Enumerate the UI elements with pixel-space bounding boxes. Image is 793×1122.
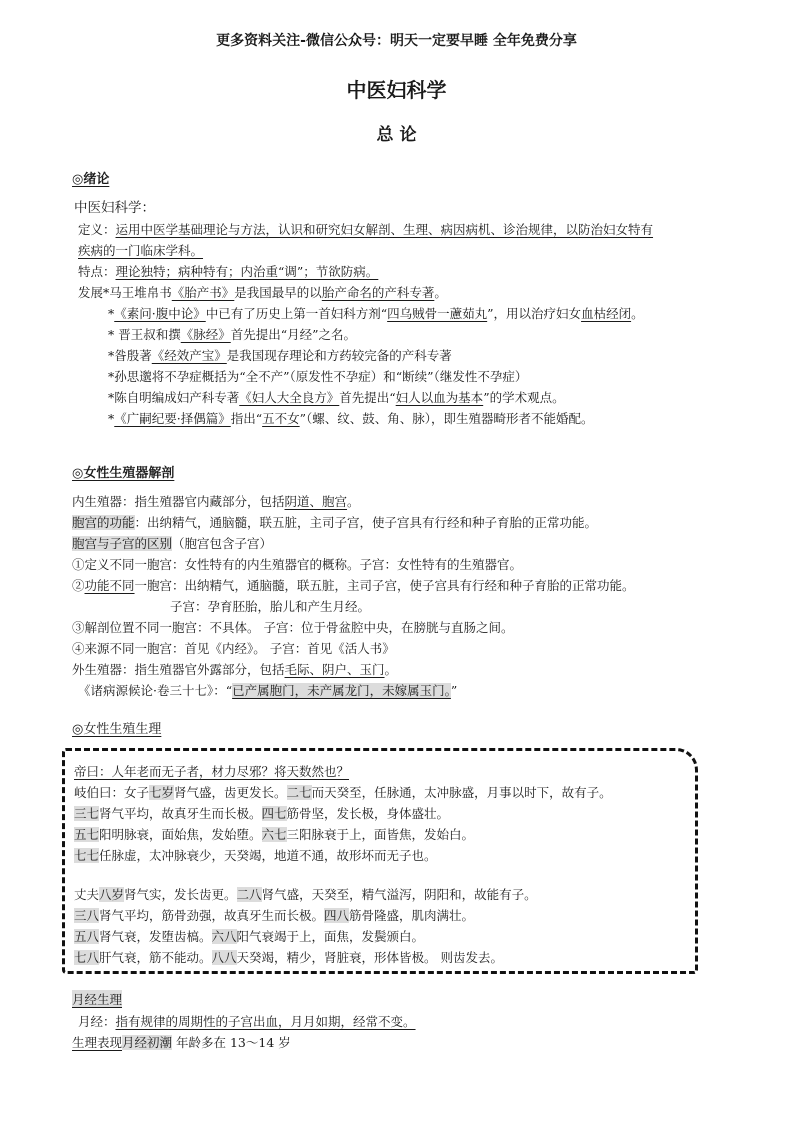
diff-num: ② bbox=[72, 578, 85, 593]
age-key: 二八 bbox=[236, 887, 262, 902]
female-line-4 bbox=[74, 846, 437, 864]
verse-text: 肾气平均，故真牙生而长极。 bbox=[99, 806, 262, 821]
dev-text: *马王堆帛书 bbox=[103, 285, 172, 300]
dev-text: 是我国现存理论和方药较完备的产科专著 bbox=[226, 348, 452, 363]
verse-text: 天癸竭，精少，肾脏衰，形体皆极。 则齿发去。 bbox=[236, 950, 504, 965]
verse-text: 肾气盛，天癸至，精气溢泻，阴阳和，故能有子。 bbox=[261, 887, 537, 902]
age-key: 六七 bbox=[261, 827, 287, 842]
section-heading-intro: ◎绪论 bbox=[72, 172, 110, 187]
page-header: 更多资料关注-微信公众号：明天一定要早睡 全年免费分享 bbox=[216, 33, 577, 49]
dev-text: 首先提出“月经”之名。 bbox=[230, 327, 357, 342]
menstruation-definition: 指有规律的周期性的子宫出血，月月如期，经常不变。 bbox=[115, 1014, 416, 1029]
features-line bbox=[78, 262, 378, 280]
dev-text: 。 bbox=[631, 306, 644, 321]
development-line-1 bbox=[78, 283, 447, 301]
age-key: 八岁 bbox=[99, 887, 125, 902]
female-line-2 bbox=[74, 804, 449, 822]
age-key: 五七 bbox=[74, 827, 100, 842]
verse-prefix: 岐伯曰：女子 bbox=[74, 785, 150, 800]
menarche-key: 月经初潮 bbox=[122, 1035, 173, 1050]
features-text: 理论独特；病种特有；内治重“调”；节欲防病。 bbox=[115, 264, 379, 279]
age-key: 七七 bbox=[74, 848, 100, 863]
age-key: 七八 bbox=[74, 950, 100, 965]
difference-item-2-cont: 子宫：孕育胚胎，胎儿和产生月经。 bbox=[170, 599, 371, 614]
dev-text: * bbox=[108, 411, 115, 426]
dev-text: *陈自明编成妇产科专著 bbox=[108, 390, 240, 405]
outer-organs-text: 外生殖器：指生殖器官外露部分，包括 bbox=[72, 662, 285, 677]
menstruation-definition-line bbox=[78, 1012, 416, 1030]
dev-text: 指出“ bbox=[230, 411, 263, 426]
menstruation-label: 月经： bbox=[78, 1014, 116, 1029]
dev-text: * bbox=[108, 306, 115, 321]
verse-text: 肾气实，发长齿更。 bbox=[124, 887, 237, 902]
section-heading-physiology: ◎女性生殖生理 bbox=[72, 722, 162, 737]
development-line-6 bbox=[108, 388, 565, 406]
development-line-3 bbox=[108, 325, 356, 343]
difference-item-3: ③解剖位置不同一胞宫：不具体。 子宫：位于骨盆腔中央，在膀胱与直肠之间。 bbox=[72, 620, 514, 635]
age-key: 三八 bbox=[74, 908, 100, 923]
dev-text: ”，用以治疗妇女 bbox=[487, 306, 582, 321]
difference-item-1: ①定义不同一胞宫：女性特有的内生殖器官的概称。子宫：女性特有的生殖器官。 bbox=[72, 557, 523, 572]
development-line-2 bbox=[108, 304, 644, 322]
dev-book: 《经效产宝》 bbox=[151, 348, 227, 363]
definition-text: 运用中医学基础理论与方法，认识和研究妇女解剖、生理、病因病机、诊治规律，以防治妇女特有 bbox=[115, 222, 654, 237]
age-key: 四七 bbox=[261, 806, 287, 821]
dev-text: ”（螺、纹、鼓、角、脉），即生殖器畸形者不能婚配。 bbox=[299, 411, 594, 426]
subject-name: 中医妇科学： bbox=[74, 200, 155, 216]
difference-item-2 bbox=[72, 576, 635, 594]
uterus-function-line bbox=[72, 513, 597, 531]
diff-text: 一胞宫：出纳精气，通脑髓，联五脏，主司子宫，使子宫具有行经和种子育胎的正常功能。 bbox=[134, 578, 635, 593]
male-line-4 bbox=[74, 948, 503, 966]
female-line-3 bbox=[74, 825, 474, 843]
verse-text: 阳气衰竭于上，面焦，发鬓颁白。 bbox=[236, 929, 425, 944]
page-subtitle: 总 论 bbox=[376, 125, 417, 145]
dev-text: 是我国最早的以 bbox=[234, 285, 322, 300]
page-title: 中医妇科学 bbox=[346, 78, 447, 102]
dev-book: 《素问·腹中论》 bbox=[114, 306, 206, 321]
inner-organs-line bbox=[72, 492, 360, 510]
quote-line bbox=[78, 681, 457, 699]
inner-organs-text: 。 bbox=[347, 494, 360, 509]
dev-book: 《胎产书》 bbox=[171, 285, 235, 300]
definition-text-cont: 疾病的一门临床学科。 bbox=[78, 243, 204, 258]
verse-text: 肝气衰，筋不能动。 bbox=[99, 950, 212, 965]
emperor-question-text: 帝曰：人年老而无子者，材力尽邪？将天数然也？ bbox=[74, 764, 350, 779]
diff-key: 功能不同 bbox=[84, 578, 135, 593]
verse-text: 筋骨隆盛，肌肉满壮。 bbox=[349, 908, 475, 923]
dev-key: 血枯经闭 bbox=[581, 306, 632, 321]
verse-text: 任脉虚，太冲脉衰少，天癸竭，地道不通，故形坏而无子也。 bbox=[99, 848, 437, 863]
uterus-function-text: ：出纳精气，通脑髓，联五脏，主司子宫，使子宫具有行经和种子育胎的正常功能。 bbox=[134, 515, 598, 530]
dev-book: 《妇人大全良方》 bbox=[239, 390, 340, 405]
verse-text: 肾气衰，发堕齿槁。 bbox=[99, 929, 212, 944]
verse-text: 筋骨坚，发长极，身体盛壮。 bbox=[286, 806, 450, 821]
inner-organs-text: 内生殖器：指生殖器官内藏部分，包括 bbox=[72, 494, 285, 509]
development-line-5 bbox=[108, 367, 527, 385]
development-line-7 bbox=[108, 409, 594, 427]
age-key: 六八 bbox=[211, 929, 237, 944]
inner-organs-key: 阴道、胞宫 bbox=[284, 494, 348, 509]
verse-text: 而天癸至，任脉通，太冲脉盛，月事以时下，故有子。 bbox=[311, 785, 612, 800]
verse-text: 阳明脉衰，面始焦，发始堕。 bbox=[99, 827, 262, 842]
quote-source: 《诸病源候论·卷三十七》：“ bbox=[78, 683, 233, 698]
section-heading-menstruation: 月经生理 bbox=[72, 992, 123, 1007]
verse-text: 肾气盛，齿更发长。 bbox=[174, 785, 287, 800]
menarche-age: 年龄多在 13～14 岁 bbox=[172, 1035, 291, 1050]
outer-organs-key: 毛际、阴户、玉门 bbox=[284, 662, 385, 677]
difference-label: 胞宫与子宫的区别 bbox=[72, 536, 173, 551]
dev-text: 首先提出“ bbox=[339, 390, 396, 405]
dev-key: 胎产命名的产科专著 bbox=[321, 285, 435, 300]
difference-text: （胞宫包含子宫） bbox=[172, 536, 273, 551]
definition-line-2 bbox=[78, 241, 203, 259]
female-line-1 bbox=[74, 783, 612, 801]
outer-organs-line bbox=[72, 660, 397, 678]
dev-key: 四乌贼骨一藘茹丸 bbox=[387, 306, 488, 321]
age-key: 四八 bbox=[324, 908, 350, 923]
verse-prefix: 丈夫 bbox=[74, 887, 100, 902]
male-line-2 bbox=[74, 906, 474, 924]
quote-end: ” bbox=[450, 683, 458, 698]
dev-book: 《广嗣纪要·择偶篇》 bbox=[114, 411, 231, 426]
dev-text: *昝殷著 bbox=[108, 348, 152, 363]
dev-text: *孙思邈将不孕症概括为“全不产”（原发性不孕症）和“断续”（继发性不孕症） bbox=[108, 369, 528, 384]
expression-label: 生理表现 bbox=[72, 1035, 123, 1050]
age-key: 二七 bbox=[286, 785, 312, 800]
dev-text: ”的学术观点。 bbox=[483, 390, 565, 405]
dev-text: 。 bbox=[434, 285, 447, 300]
verse-text: 肾气平均，筋骨劲强，故真牙生而长极。 bbox=[99, 908, 325, 923]
emperor-question bbox=[74, 762, 349, 780]
age-key: 五八 bbox=[74, 929, 100, 944]
section-heading-anatomy: ◎女性生殖器解剖 bbox=[72, 466, 175, 481]
difference-line bbox=[72, 534, 272, 552]
male-line-1 bbox=[74, 885, 537, 903]
dev-key: 五不女 bbox=[262, 411, 300, 426]
age-key: 三七 bbox=[74, 806, 100, 821]
dev-book: 《脉经》 bbox=[180, 327, 231, 342]
verse-text: 三阳脉衰于上，面皆焦，发始白。 bbox=[286, 827, 475, 842]
dev-key: 妇人以血为基本 bbox=[395, 390, 484, 405]
uterus-function-label: 胞宫的功能 bbox=[72, 515, 135, 530]
definition-line-1 bbox=[78, 220, 653, 238]
physiology-expression-line bbox=[72, 1033, 291, 1051]
features-label: 特点： bbox=[78, 264, 116, 279]
outer-organs-text: 。 bbox=[384, 662, 398, 677]
development-line-4 bbox=[108, 346, 452, 364]
dev-text: 中已有了历史上第一首妇科方剂“ bbox=[205, 306, 388, 321]
quote-text: 已产属胞门，未产属龙门，未嫁属玉门。 bbox=[232, 683, 451, 698]
age-key: 七岁 bbox=[149, 785, 175, 800]
age-key: 八八 bbox=[211, 950, 237, 965]
male-line-3 bbox=[74, 927, 424, 945]
dev-text: * 晋王叔和撰 bbox=[108, 327, 181, 342]
difference-item-4: ④来源不同一胞宫：首见《内经》。 子宫：首见《活人书》 bbox=[72, 641, 395, 656]
definition-label: 定义： bbox=[78, 222, 116, 237]
development-label: 发展 bbox=[78, 285, 104, 300]
